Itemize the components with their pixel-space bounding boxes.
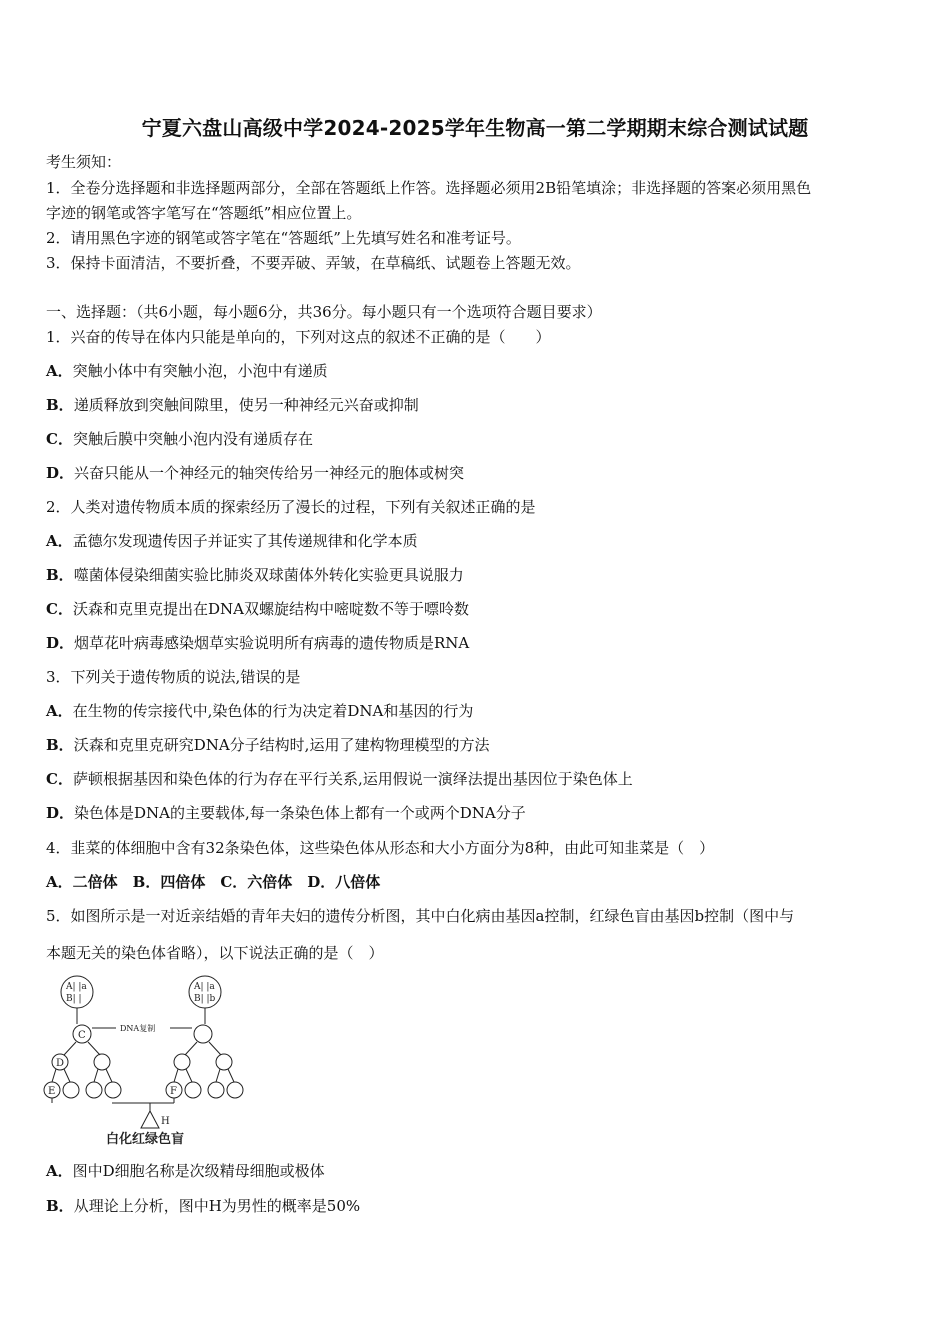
branch-r2b-2 <box>228 1069 234 1082</box>
question-2-option-c: C．沃森和克里克提出在DNA双螺旋结构中嘧啶数不等于嘌呤数 <box>46 600 469 618</box>
section-heading: 一、选择题：（共6小题，每小题6分，共36分。每小题只有一个选项符合题目要求） <box>46 303 602 321</box>
notice-item-3: 3．保持卡面清洁，不要折叠，不要弄破、弄皱，在草稿纸、试题卷上答题无效。 <box>46 254 581 272</box>
cell-left-4 <box>105 1082 121 1098</box>
question-1-option-d: D．兴奋只能从一个神经元的轴突传给另一神经元的胞体或树突 <box>46 464 465 482</box>
notice-item-2: 2．请用黑色字迹的钢笔或答字笔在“答题纸”上先填写姓名和准考证号。 <box>46 229 521 247</box>
cell-right-2a <box>174 1054 190 1070</box>
figure-caption: 白化红绿色盲 <box>106 1132 185 1147</box>
label-f: F <box>170 1086 177 1097</box>
question-5-stem-line1: 5．如图所示是一对近亲结婚的青年夫妇的遗传分析图，其中白化病由基因a控制，红绿色盲由基因b控制（图中与 <box>46 907 795 925</box>
question-3-stem: 3．下列关于遗传物质的说法,错误的是 <box>46 668 301 686</box>
cell-right-primary <box>194 1025 212 1043</box>
label-e: E <box>48 1086 56 1097</box>
question-1-option-a: A．突触小体中有突触小泡，小泡中有递质 <box>46 362 328 380</box>
cell-right-3c <box>208 1082 224 1098</box>
question-3-option-d: D．染色体是DNA的主要载体,每一条染色体上都有一个或两个DNA分子 <box>46 804 526 822</box>
question-1-stem: 1．兴奋的传导在体内只能是单向的，下列对这点的叙述不正确的是（ ） <box>46 328 551 346</box>
cell-right-3d <box>227 1082 243 1098</box>
question-5-stem-line2: 本题无关的染色体省略），以下说法正确的是（ ） <box>46 944 384 962</box>
cell-e-sibling <box>63 1082 79 1098</box>
branch-r2b-1 <box>216 1069 220 1082</box>
page-title: 宁夏六盘山高级中学2024-2025学年生物高一第二学期期末综合测试试题 <box>141 116 809 140</box>
label-d: D <box>56 1058 65 1069</box>
question-2-option-d: D．烟草花叶病毒感染烟草实验说明所有病毒的遗传物质是RNA <box>46 634 470 652</box>
branch-d2-1 <box>94 1069 98 1082</box>
label-h: H <box>161 1116 170 1127</box>
branch-r-1 <box>185 1042 197 1055</box>
question-2-option-a: A．孟德尔发现遗传因子并证实了其传递规律和化学本质 <box>46 532 418 550</box>
branch-c-2 <box>88 1042 100 1055</box>
parent-left-line1: A| |a <box>66 982 87 992</box>
branch-d-e <box>52 1069 56 1082</box>
notice-item-1: 1．全卷分选择题和非选择题两部分，全部在答题纸上作答。选择题必须用2B铅笔填涂；非选择题的答案必须用黑色 <box>46 179 812 197</box>
parent-right-line1: A| |a <box>194 982 215 992</box>
branch-r-2 <box>209 1042 221 1055</box>
cell-right-3b <box>185 1082 201 1098</box>
cell-right-2b <box>216 1054 232 1070</box>
question-3-option-b: B．沃森和克里克研究DNA分子结构时,运用了建构物理模型的方法 <box>46 736 490 754</box>
question-4-options: A．二倍体 B．四倍体 C．六倍体 D．八倍体 <box>46 873 381 891</box>
branch-c-d <box>64 1042 76 1055</box>
genetic-analysis-figure <box>40 972 250 1147</box>
notice-item-1-cont: 字迹的钢笔或答字笔写在“答题纸”相应位置上。 <box>46 204 362 222</box>
branch-r2a-f <box>174 1069 178 1082</box>
question-2-stem: 2．人类对遗传物质本质的探索经历了漫长的过程，下列有关叙述正确的是 <box>46 498 536 516</box>
label-c: C <box>78 1030 86 1041</box>
question-1-option-c: C．突触后膜中突触小泡内没有递质存在 <box>46 430 313 448</box>
question-4-stem: 4．韭菜的体细胞中含有32条染色体，这些染色体从形态和大小方面分为8种，由此可知韭菜是（ ） <box>46 839 715 857</box>
parent-right-line2: B| |b <box>194 994 216 1004</box>
branch-r2a-2 <box>186 1069 192 1082</box>
branch-d-2 <box>64 1069 70 1082</box>
parent-left-line2: B| | <box>66 994 82 1004</box>
question-3-option-c: C．萨顿根据基因和染色体的行为存在平行关系,运用假说一演绎法提出基因位于染色体上 <box>46 770 633 788</box>
zygote-h <box>141 1111 159 1128</box>
cell-d-sibling <box>94 1054 110 1070</box>
question-5-option-b: B．从理论上分析，图中H为男性的概率是50% <box>46 1197 361 1215</box>
question-5-option-a: A．图中D细胞名称是次级精母细胞或极体 <box>46 1162 325 1180</box>
question-2-option-b: B．噬菌体侵染细菌实验比肺炎双球菌体外转化实验更具说服力 <box>46 566 464 584</box>
notice-heading: 考生须知： <box>46 153 122 171</box>
question-1-option-b: B．递质释放到突触间隙里，使另一种神经元兴奋或抑制 <box>46 396 419 414</box>
branch-d2-2 <box>106 1069 112 1082</box>
dna-replication-label: DNA复制 <box>120 1024 156 1033</box>
cell-left-3 <box>86 1082 102 1098</box>
question-3-option-a: A．在生物的传宗接代中,染色体的行为决定着DNA和基因的行为 <box>46 702 474 720</box>
